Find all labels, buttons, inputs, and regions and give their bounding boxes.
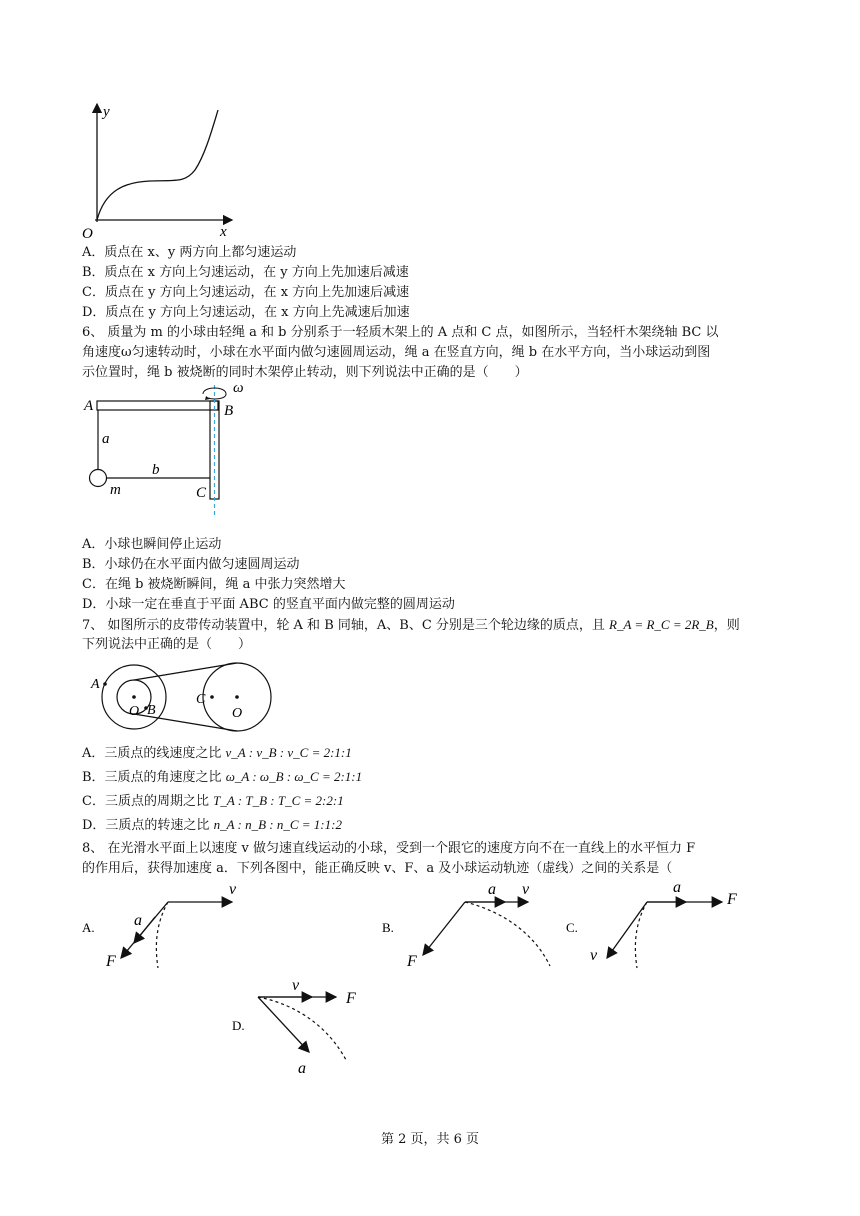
q7-option-a: A．三质点的线速度之比 v_A : v_B : v_C = 2:1:1 xyxy=(82,745,352,761)
origin-label: O xyxy=(82,226,93,242)
label-b: b xyxy=(152,462,160,478)
q5-option-c: C．质点在 y 方向上匀速运动，在 x 方向上先加速后减速 xyxy=(82,285,410,300)
label-C: C xyxy=(196,692,206,707)
label-C: C xyxy=(196,485,207,501)
q8-figure-c xyxy=(590,879,737,968)
q6-option-c: C．在绳 b 被烧断瞬间，绳 a 中张力突然增大 xyxy=(82,577,346,592)
q7-option-c: C．三质点的周期之比 T_A : T_B : T_C = 2:2:1 xyxy=(82,793,344,809)
q8-figure-b xyxy=(406,881,550,970)
q8-stem-1: 8、 在光滑水平面上以速度 v 做匀速直线运动的小球，受到一个跟它的速度方向不在一直线上的水平恒力 F xyxy=(82,841,696,856)
svg-text:a: a xyxy=(298,1060,306,1077)
svg-text:v: v xyxy=(590,947,598,964)
svg-text:F: F xyxy=(346,990,356,1007)
svg-text:v: v xyxy=(522,881,530,898)
q8-figure-d xyxy=(258,977,356,1077)
svg-text:F: F xyxy=(727,891,737,908)
label-B: B xyxy=(224,403,234,419)
label-omega: ω xyxy=(233,380,244,396)
label-a: a xyxy=(102,431,110,447)
q8-figure-a xyxy=(105,881,237,970)
q7-option-d: D．三质点的转速之比 n_A : n_B : n_C = 1:1:2 xyxy=(82,817,342,833)
x-label: x xyxy=(220,224,227,240)
q5-option-d: D．质点在 y 方向上匀速运动，在 x 方向上先减速后加速 xyxy=(82,305,410,320)
label-O1: O xyxy=(129,704,140,719)
label-O2: O xyxy=(232,706,243,721)
q6-stem-3: 示位置时，绳 b 被烧断的同时木架停止转动，则下列说法中正确的是（ ） xyxy=(82,365,528,380)
q8-stem-2: 的作用后，获得加速度 a．下列各图中，能正确反映 v、F、a 及小球运动轨迹（虚线）之间的关系是（ xyxy=(82,861,673,876)
svg-text:v: v xyxy=(229,881,237,898)
q7-radius-equation: R_A = R_C = 2R_B xyxy=(609,617,714,632)
svg-text:v: v xyxy=(292,977,300,994)
label-A: A xyxy=(84,398,94,414)
q8-label-b: B. xyxy=(382,920,394,935)
label-B: B xyxy=(147,703,156,718)
q8-label-c: C. xyxy=(566,920,578,935)
q5-option-a: A．质点在 x、y 两方向上都匀速运动 xyxy=(82,245,297,260)
q6-option-b: B．小球仍在水平面内做匀速圆周运动 xyxy=(82,557,300,572)
page-footer: 第 2 页，共 6 页 xyxy=(380,1132,480,1147)
q7-stem-2: 下列说法中正确的是（ ） xyxy=(82,637,252,652)
q5-option-b: B．质点在 x 方向上匀速运动，在 y 方向上先加速后减速 xyxy=(82,265,409,280)
svg-text:F: F xyxy=(407,953,417,970)
q6-stem-1: 6、 质量为 m 的小球由轻绳 a 和 b 分别系于一轻质木架上的 A 点和 C 点，如图所示，当轻杆木架绕轴 BC 以 xyxy=(82,325,719,340)
svg-text:a: a xyxy=(673,879,681,896)
svg-text:a: a xyxy=(488,881,496,898)
q6-option-a: A．小球也瞬间停止运动 xyxy=(82,537,222,552)
q6-option-d: D．小球一定在垂直于平面 ABC 的竖直平面内做完整的圆周运动 xyxy=(82,597,455,612)
q6-stem-2: 角速度ω匀速转动时，小球在水平面内做匀速圆周运动，绳 a 在竖直方向，绳 b 在水平方向，当小球运动到图 xyxy=(82,345,711,360)
label-A: A xyxy=(91,677,100,692)
y-label: y xyxy=(103,104,110,120)
svg-text:a: a xyxy=(134,912,142,929)
label-m: m xyxy=(110,482,121,498)
q7-option-b: B．三质点的角速度之比 ω_A : ω_B : ω_C = 2:1:1 xyxy=(82,769,363,785)
svg-text:F: F xyxy=(106,953,116,970)
q8-label-a: A. xyxy=(82,920,95,935)
q8-label-d: D. xyxy=(232,1018,245,1033)
q7-stem-1: 7、 如图所示的皮带传动装置中，轮 A 和 B 同轴，A、B、C 分别是三个轮边缘的质点，且 R_A = R_C = 2R_B，则 xyxy=(82,617,740,633)
